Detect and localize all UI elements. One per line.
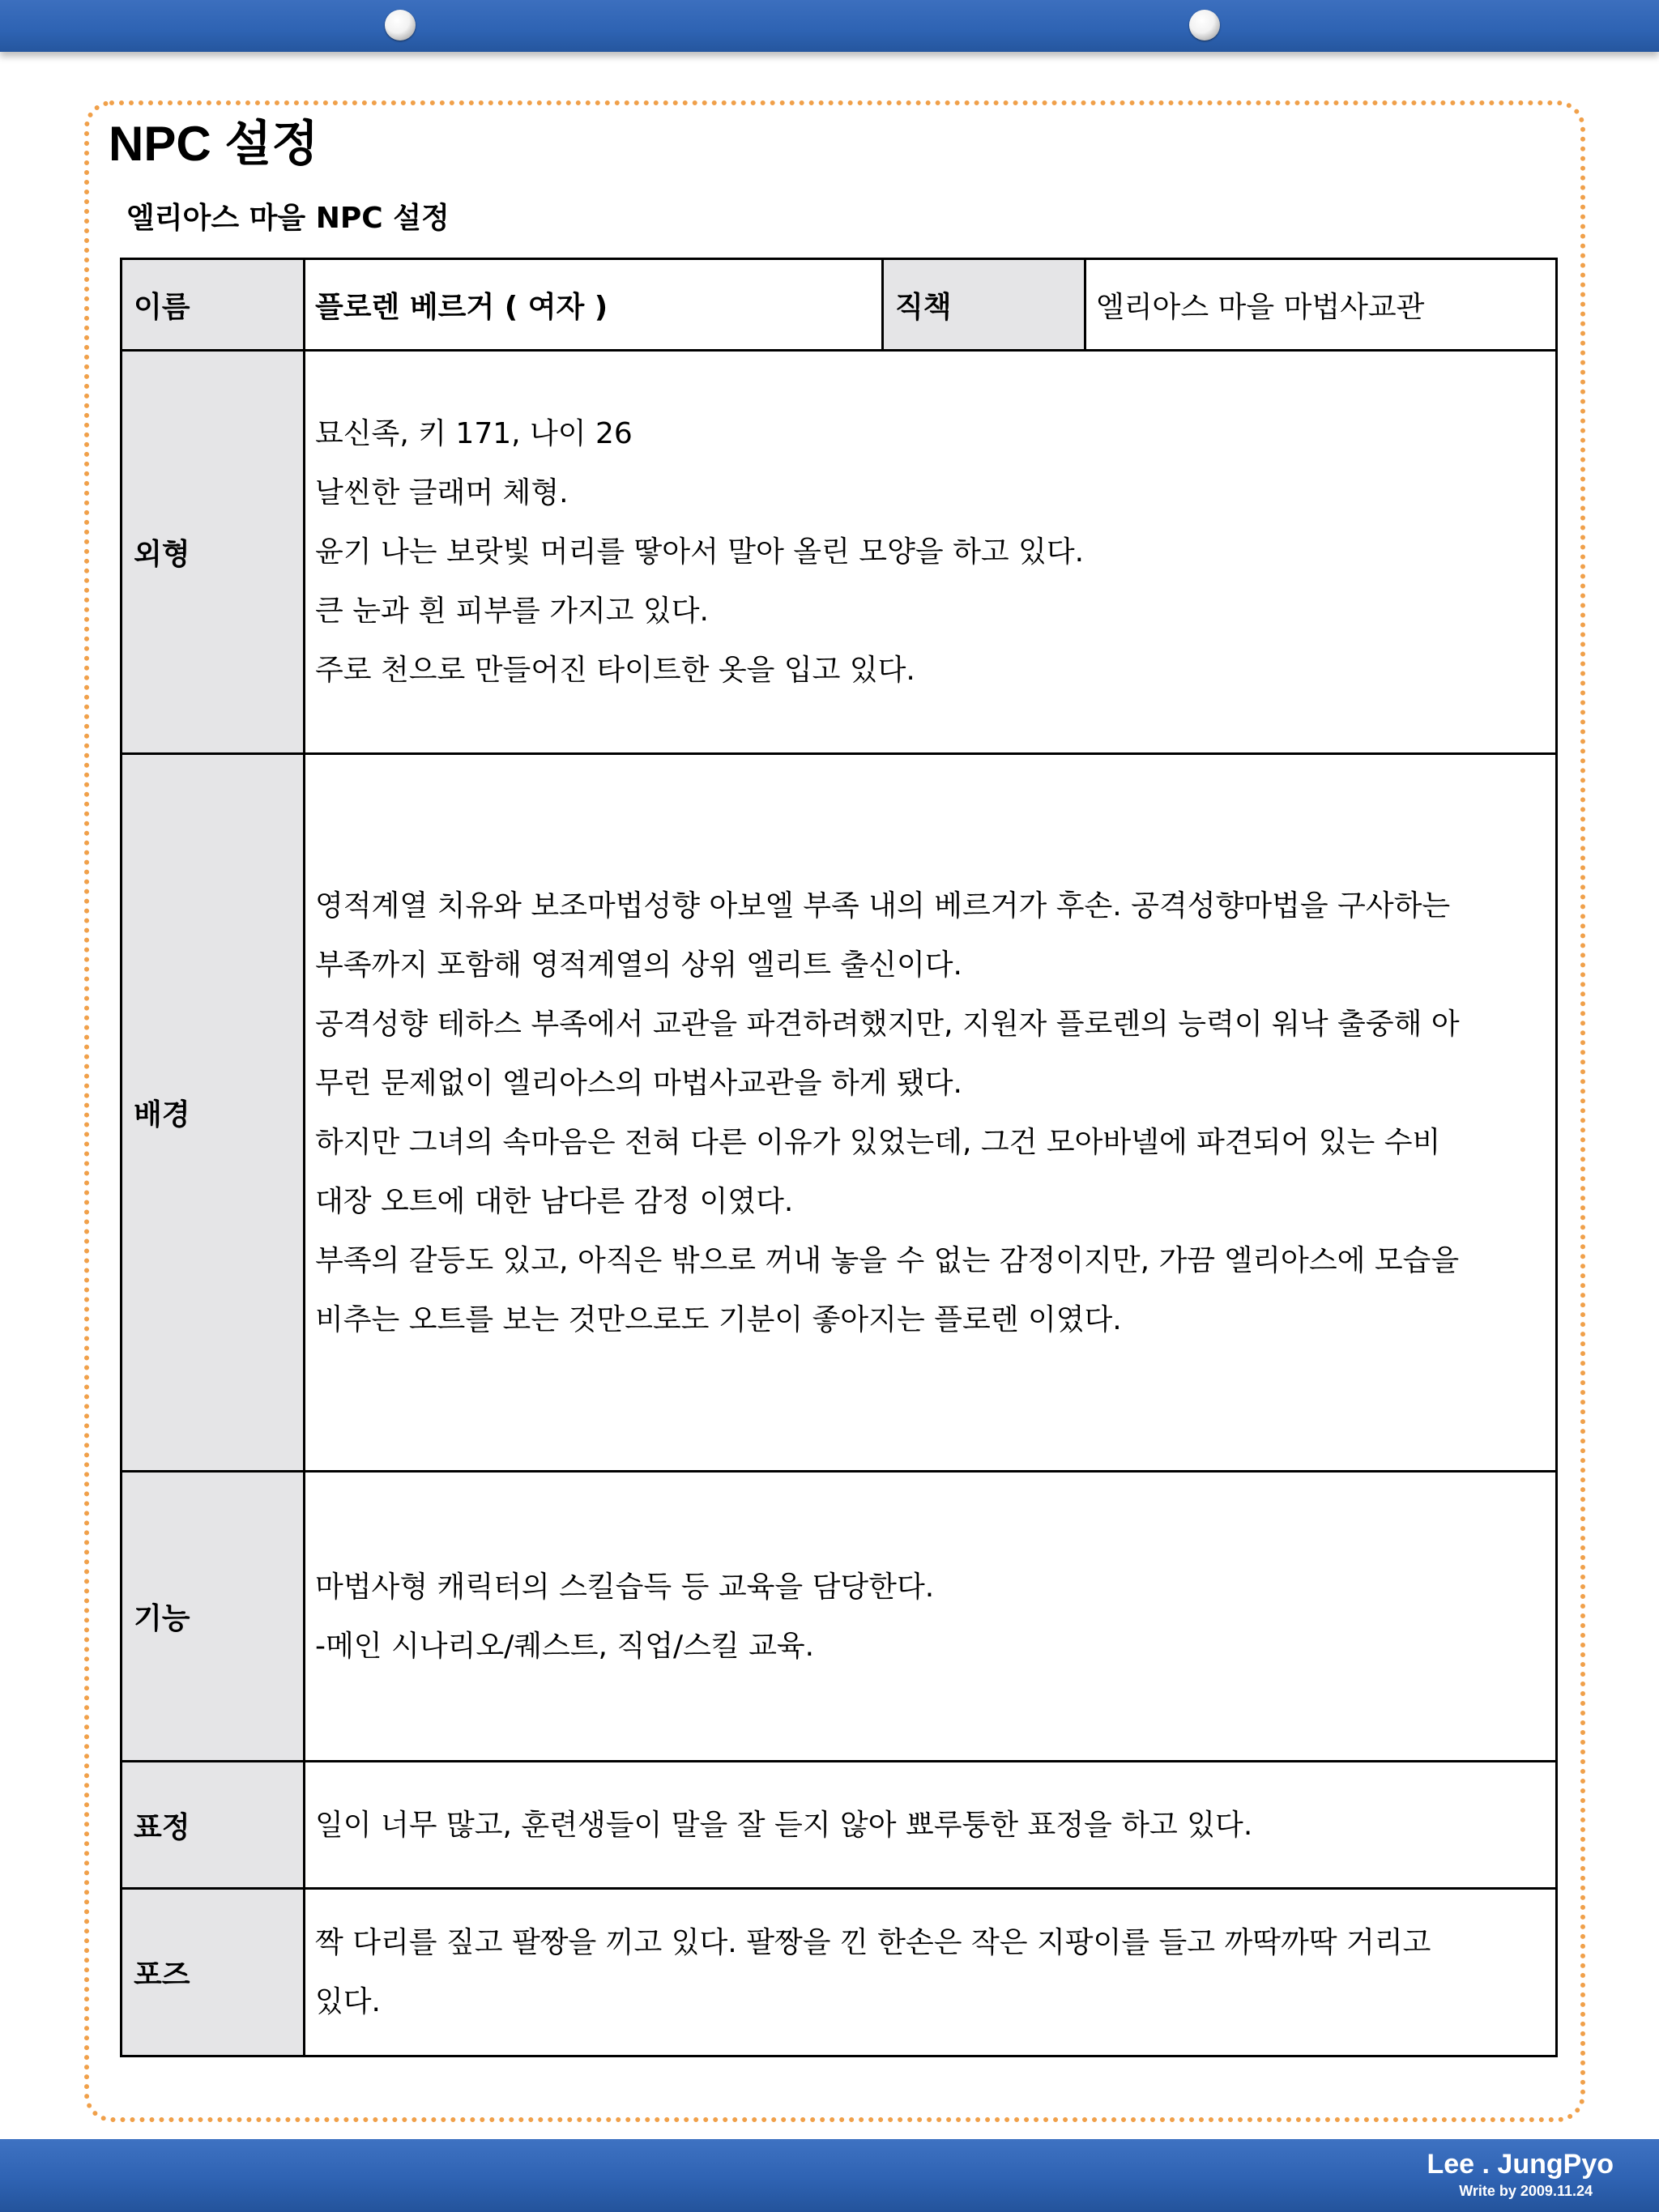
- background-content: [305, 754, 1557, 1472]
- expression-line: 일이 너무 많고, 훈련생들이 말을 잘 듣지 않아 뾰루퉁한 표정을 하고 있다.: [315, 1808, 1253, 1842]
- role-value: 엘리아스 마을 마법사교관: [1085, 259, 1557, 351]
- background-line: 부족의 갈등도 있고, 아직은 밖으로 꺼내 놓을 수 없는 감정이지만, 가끔 엘리아스에 모습을: [315, 1243, 1460, 1277]
- appearance-row: [122, 351, 1557, 754]
- pose-row: [122, 1889, 1557, 2056]
- top-binder-bar: [0, 0, 1659, 52]
- background-line: 영적계열 치유와 보조마법성향 아보엘 부족 내의 베르거가 후손. 공격성향마법을 구사하는: [315, 889, 1451, 923]
- pose-content: [305, 1889, 1557, 2056]
- expression-row: [122, 1762, 1557, 1889]
- background-line: 대장 오트에 대한 남다른 감정 이였다.: [315, 1184, 794, 1218]
- function-line: -메인 시나리오/퀘스트, 직업/스킬 교육.: [315, 1629, 815, 1663]
- page-title: NPC 설정: [109, 117, 319, 171]
- background-line: 비추는 오트를 보는 것만으로도 기분이 좋아지는 플로렌 이였다.: [315, 1302, 1122, 1336]
- pose-line: 짝 다리를 짚고 팔짱을 끼고 있다. 팔짱을 낀 한손은 작은 지팡이를 들고 까딱까딱 거리고: [315, 1926, 1431, 1959]
- function-label: 기능: [122, 1472, 305, 1762]
- role-label: 직책: [883, 259, 1085, 351]
- background-line: 부족까지 포함해 영적계열의 상위 엘리트 출신이다.: [315, 948, 962, 982]
- bottom-bar: [0, 2139, 1659, 2212]
- function-row: [122, 1472, 1557, 1762]
- appearance-line: 묘신족, 키 171, 나이 26: [315, 417, 633, 450]
- expression-label: 표정: [122, 1762, 305, 1889]
- background-label: 배경: [122, 754, 305, 1472]
- background-row: [122, 754, 1557, 1472]
- name-value: 플로렌 베르거 ( 여자 ): [305, 259, 883, 351]
- binder-hole-icon: [385, 10, 416, 40]
- background-line: 하지만 그녀의 속마음은 전혀 다른 이유가 있었는데, 그건 모아바넬에 파견되어 있는 수비: [315, 1125, 1441, 1159]
- name-label: 이름: [122, 259, 305, 351]
- author-name: Lee . JungPyo: [1427, 2149, 1614, 2180]
- function-content: [305, 1472, 1557, 1762]
- appearance-line: 큰 눈과 흰 피부를 가지고 있다.: [315, 595, 709, 628]
- write-date: Write by 2009.11.24: [1459, 2183, 1593, 2199]
- background-line: 무런 문제없이 엘리아스의 마법사교관을 하게 됐다.: [315, 1066, 962, 1100]
- page-subtitle: 엘리아스 마을 NPC 설정: [126, 202, 450, 235]
- npc-table: [120, 258, 1558, 2057]
- name-row: [122, 259, 1557, 351]
- pose-label: 포즈: [122, 1889, 305, 2056]
- appearance-line: 날씬한 글래머 체형.: [315, 476, 569, 509]
- appearance-line: 주로 천으로 만들어진 타이트한 옷을 입고 있다.: [315, 654, 915, 687]
- appearance-content: [305, 351, 1557, 754]
- pose-line: 있다.: [315, 1985, 381, 2018]
- expression-content: [305, 1762, 1557, 1889]
- appearance-line: 윤기 나는 보랏빛 머리를 땋아서 말아 올린 모양을 하고 있다.: [315, 535, 1085, 569]
- appearance-label: 외형: [122, 351, 305, 754]
- function-line: 마법사형 캐릭터의 스킬습득 등 교육을 담당한다.: [315, 1570, 935, 1604]
- background-line: 공격성향 테하스 부족에서 교관을 파견하려했지만, 지원자 플로렌의 능력이 워낙 출중해 아: [315, 1007, 1460, 1041]
- binder-hole-icon: [1189, 10, 1220, 40]
